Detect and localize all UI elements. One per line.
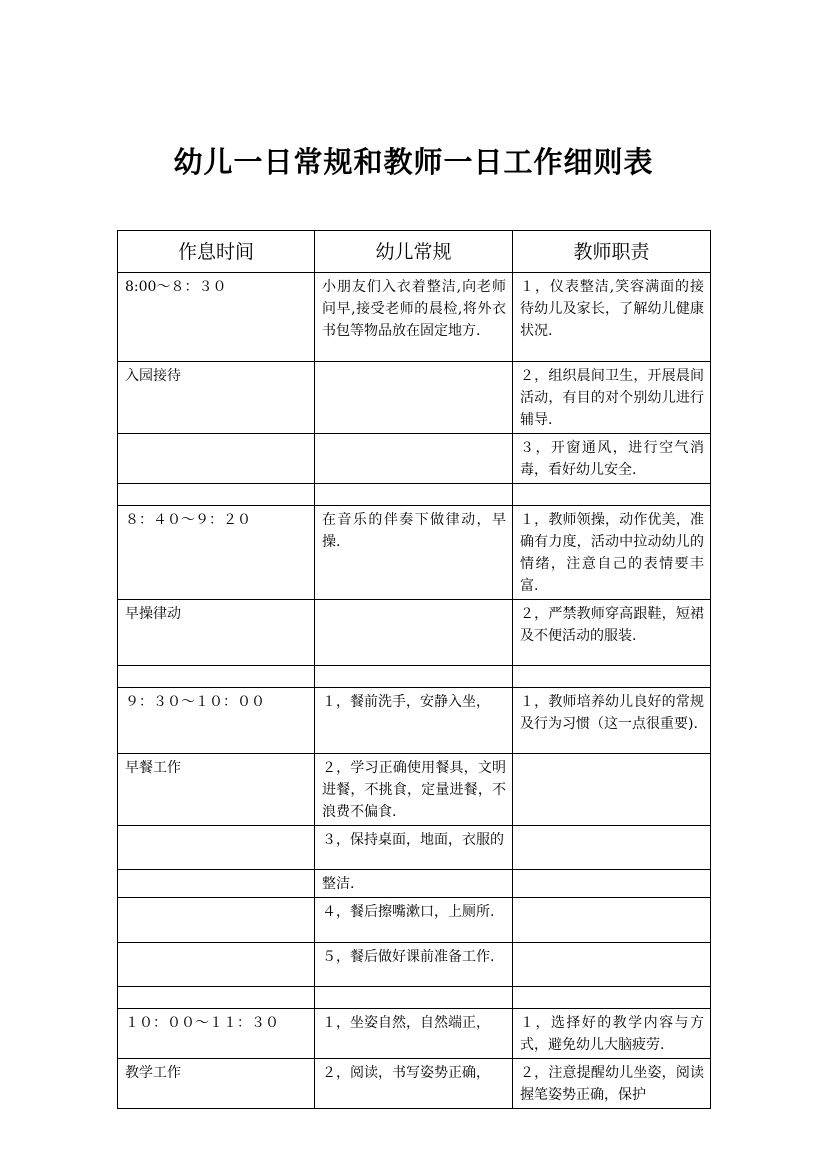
schedule-table (117, 230, 711, 1109)
child-routine-cell: 整洁. (315, 870, 513, 898)
table-header-row (118, 231, 711, 273)
child-routine-cell: ３，保持桌面，地面，衣服的 (315, 826, 513, 870)
table-row (118, 943, 711, 987)
teacher-duty-cell: １，教师培养幼儿良好的常规及行为习惯（这一点很重要). (513, 688, 711, 754)
teacher-duty-cell: ２，注意提醒幼儿坐姿，阅读握笔姿势正确，保护 (513, 1059, 711, 1109)
child-routine-cell (315, 600, 513, 666)
teacher-duty-cell: １，仪表整洁,笑容满面的接待幼儿及家长，了解幼儿健康状况. (513, 273, 711, 362)
child-routine-cell: 小朋友们入衣着整洁,向老师问早,接受老师的晨检,将外衣书包等物品放在固定地方. (315, 273, 513, 362)
time-cell: 早餐工作 (118, 754, 315, 826)
table-row (118, 987, 711, 1009)
teacher-duty-cell (513, 987, 711, 1009)
child-routine-cell (315, 484, 513, 506)
teacher-duty-cell: ３，开窗通风，进行空气消毒，看好幼儿安全. (513, 434, 711, 484)
table-row (118, 898, 711, 943)
teacher-duty-cell (513, 943, 711, 987)
header-teacher-duty: 教师职责 (513, 231, 711, 273)
page-title: 幼儿一日常规和教师一日工作细则表 (173, 145, 654, 179)
teacher-duty-cell: １，教师领操，动作优美，准确有力度，活动中拉动幼儿的情绪，注意自己的表情要丰富. (513, 506, 711, 600)
time-cell: 教学工作 (118, 1059, 315, 1109)
table-row (118, 754, 711, 826)
teacher-duty-cell (513, 754, 711, 826)
teacher-duty-cell: １，选择好的教学内容与方式，避免幼儿大脑疲劳. (513, 1009, 711, 1059)
child-routine-cell: １，餐前洗手，安静入坐， (315, 688, 513, 754)
child-routine-cell (315, 434, 513, 484)
table-row (118, 826, 711, 870)
child-routine-cell (315, 666, 513, 688)
time-cell (118, 484, 315, 506)
time-cell: ９：３０～１０：００ (118, 688, 315, 754)
time-cell (118, 987, 315, 1009)
header-child-routine: 幼儿常规 (315, 231, 513, 273)
table-row (118, 600, 711, 666)
teacher-duty-cell (513, 826, 711, 870)
time-cell (118, 870, 315, 898)
child-routine-cell: ２，学习正确使用餐具，文明进餐，不挑食，定量进餐，不浪费不偏食. (315, 754, 513, 826)
table-row (118, 362, 711, 434)
child-routine-cell: １，坐姿自然，自然端正， (315, 1009, 513, 1059)
teacher-duty-cell: ２，严禁教师穿高跟鞋，短裙及不便活动的服装. (513, 600, 711, 666)
child-routine-cell (315, 362, 513, 434)
time-cell: １０：００～１１：３０ (118, 1009, 315, 1059)
teacher-duty-cell: ２，组织晨间卫生，开展晨间活动，有目的对个别幼儿进行辅导. (513, 362, 711, 434)
table-row (118, 1059, 711, 1109)
table-row (118, 506, 711, 600)
child-routine-cell (315, 987, 513, 1009)
teacher-duty-cell (513, 898, 711, 943)
table-row (118, 273, 711, 362)
time-cell (118, 826, 315, 870)
table-row (118, 688, 711, 754)
time-cell: ８：４０～９：２０ (118, 506, 315, 600)
time-cell (118, 943, 315, 987)
child-routine-cell: ４，餐后擦嘴漱口，上厕所. (315, 898, 513, 943)
time-cell: 入园接待 (118, 362, 315, 434)
time-cell: 8:00～８：３０ (118, 273, 315, 362)
time-cell (118, 666, 315, 688)
time-cell: 早操律动 (118, 600, 315, 666)
table-row (118, 484, 711, 506)
table-row (118, 870, 711, 898)
time-cell (118, 898, 315, 943)
table-row (118, 666, 711, 688)
teacher-duty-cell (513, 484, 711, 506)
table-row (118, 434, 711, 484)
teacher-duty-cell (513, 870, 711, 898)
child-routine-cell: 在音乐的伴奏下做律动，早操. (315, 506, 513, 600)
time-cell (118, 434, 315, 484)
child-routine-cell: ５，餐后做好课前准备工作. (315, 943, 513, 987)
child-routine-cell: ２，阅读，书写姿势正确， (315, 1059, 513, 1109)
header-time: 作息时间 (118, 231, 315, 273)
teacher-duty-cell (513, 666, 711, 688)
table-row (118, 1009, 711, 1059)
